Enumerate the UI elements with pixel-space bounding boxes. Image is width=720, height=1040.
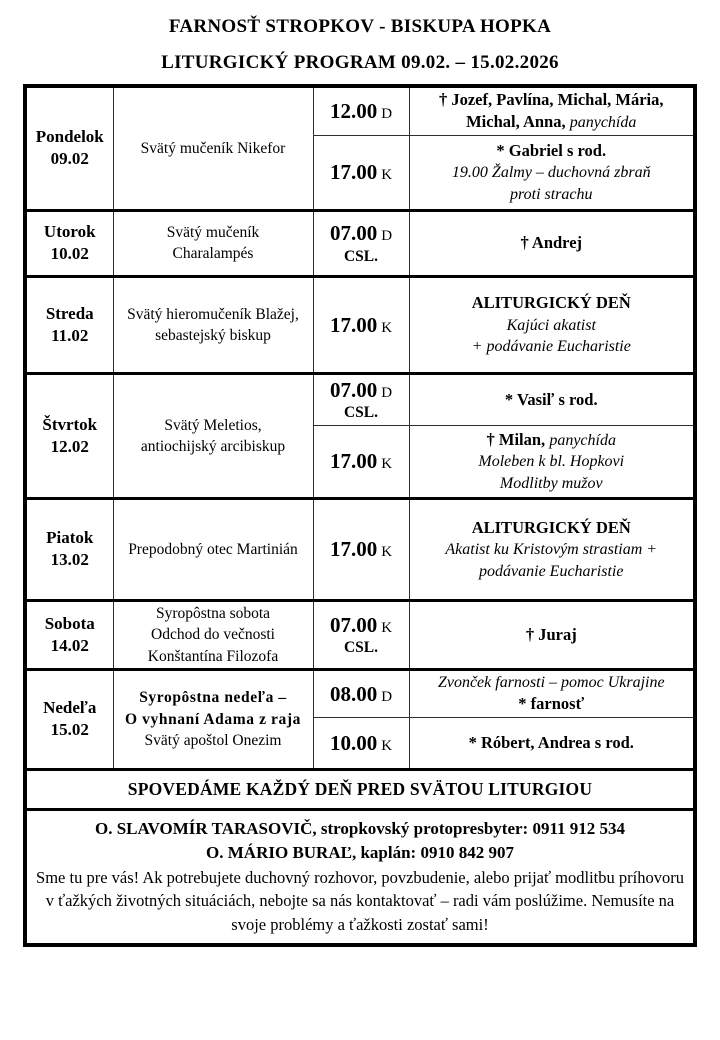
time-cell <box>313 135 409 210</box>
saint-line: Prepodobný otec Martinián <box>128 540 298 558</box>
program-subrow <box>25 670 695 718</box>
intention-line <box>414 732 690 754</box>
time-value <box>318 731 405 755</box>
intention-line <box>414 336 690 357</box>
saint-line: sebastejský biskup <box>155 326 271 344</box>
intention-segment: Michal, Anna, <box>466 112 570 132</box>
day-line: 15.02 <box>50 720 89 740</box>
intention-segment: panychída <box>569 114 637 132</box>
time-hour: 17.00 <box>329 312 378 337</box>
intention-line <box>414 473 690 494</box>
intention-cell <box>409 86 695 135</box>
saint-cell <box>113 86 313 210</box>
intention-line <box>414 561 690 582</box>
intention-line <box>414 162 690 183</box>
time-hour: 07.00 <box>329 612 378 637</box>
saint-line: Charalampés <box>172 245 254 263</box>
intention-line <box>414 624 690 646</box>
intention-line <box>414 232 690 254</box>
day-cell <box>25 86 113 210</box>
time-hour: 17.00 <box>329 537 378 562</box>
time-value <box>318 537 405 561</box>
intention-cell <box>409 425 695 498</box>
day-line: Štvrtok <box>42 414 98 434</box>
day-line: Pondelok <box>35 127 104 147</box>
intention-segment: panychída <box>549 431 616 449</box>
day-cell <box>25 600 113 669</box>
footer-rows <box>25 769 695 945</box>
day-line: 13.02 <box>50 550 89 570</box>
time-cell <box>313 425 409 498</box>
day-line: Utorok <box>43 222 96 242</box>
time-cell <box>313 276 409 373</box>
time-suffix: D <box>381 228 393 245</box>
time-value <box>318 221 405 245</box>
intention-line <box>414 517 690 539</box>
program-subrow <box>25 86 695 135</box>
saint-cell <box>113 670 313 770</box>
intention-line <box>414 315 690 336</box>
day-line: 11.02 <box>51 325 89 345</box>
intention-segment: proti strachu <box>509 185 593 203</box>
time-hour: 12.00 <box>329 99 378 124</box>
time-suffix: K <box>381 456 393 473</box>
day-cell <box>25 670 113 770</box>
day-cell <box>25 498 113 600</box>
time-cell <box>313 600 409 669</box>
time-suffix: K <box>381 544 393 561</box>
contact-message: Sme tu pre vás! Ak potrebujete duchovný rozhovor, povzbudenie, alebo prijať modlitbu príhovoru v ťažkých životných situáciách, nebojte sa nás kontaktovať – radi vám poslúžime. Nemusíte na svoje problémy a ťažkosti zostať sami! <box>36 867 684 935</box>
time-cell <box>313 373 409 425</box>
saint-cell <box>113 210 313 276</box>
contact-row <box>25 809 695 945</box>
time-cell <box>313 498 409 600</box>
saint-line: antiochijský arcibiskup <box>140 437 286 455</box>
time-suffix: K <box>381 167 393 184</box>
time-value <box>318 613 405 637</box>
time-hour: 17.00 <box>329 160 378 185</box>
page-title: FARNOSŤ STROPKOV - BISKUPA HOPKA <box>168 16 552 37</box>
saint-cell <box>113 498 313 600</box>
program-subrow <box>25 600 695 669</box>
intention-cell <box>409 276 695 373</box>
time-suffix: D <box>381 384 393 401</box>
time-rite: CSL. <box>343 404 379 422</box>
time-suffix: K <box>381 737 393 754</box>
intention-segment: * Gabriel s rod. <box>496 140 607 160</box>
intention-line <box>414 693 690 715</box>
confession-banner: SPOVEDÁME KAŽDÝ DEŇ PRED SVÄTOU LITURGIOU <box>25 769 695 809</box>
intention-line <box>414 89 690 111</box>
intention-line <box>414 429 690 451</box>
time-cell <box>313 670 409 718</box>
intention-segment: ALITURGICKÝ DEŇ <box>471 517 631 537</box>
time-value <box>318 449 405 473</box>
program-subrow <box>25 210 695 276</box>
page-subtitle: LITURGICKÝ PROGRAM 09.02. – 15.02.2026 <box>161 52 559 73</box>
intention-segment: Zvonček farnosti – pomoc Ukrajine <box>437 674 665 691</box>
intention-segment: Modlitby mužov <box>499 474 603 492</box>
time-suffix: D <box>381 688 393 705</box>
saint-line: Svätý Meletios, <box>164 416 262 434</box>
day-line: Piatok <box>46 528 94 548</box>
time-hour: 10.00 <box>329 730 378 755</box>
day-line: Streda <box>45 303 94 323</box>
intention-line <box>414 672 690 693</box>
intention-cell <box>409 600 695 669</box>
intention-segment: † Jozef, Pavlína, Michal, Mária, <box>438 90 664 109</box>
day-line: 12.02 <box>50 436 89 456</box>
day-cell <box>25 210 113 276</box>
intention-cell <box>409 670 695 718</box>
contact-line-priest-2: O. MÁRIO BURAĽ, kaplán: 0910 842 907 <box>206 842 514 862</box>
saint-cell <box>113 276 313 373</box>
time-value <box>318 99 405 123</box>
intention-line <box>414 389 690 411</box>
program-rows <box>25 86 695 769</box>
time-hour: 08.00 <box>329 681 378 706</box>
time-cell <box>313 717 409 769</box>
intention-segment: Akatist ku Kristovým strastiam + <box>445 541 658 559</box>
intention-line <box>414 451 690 472</box>
intention-segment: 19.00 Žalmy – duchovná zbraň <box>451 164 651 182</box>
intention-segment: † Juraj <box>525 624 577 644</box>
day-line: 09.02 <box>50 149 89 169</box>
saint-line: O vyhnaní Adama z raja <box>125 710 301 728</box>
intention-cell <box>409 498 695 600</box>
day-line: Sobota <box>44 613 95 633</box>
time-suffix: K <box>381 619 393 636</box>
program-subrow <box>25 276 695 373</box>
intention-segment: * farnosť <box>518 694 585 714</box>
intention-segment: Moleben k bl. Hopkovi <box>478 453 625 471</box>
intention-line <box>414 140 690 162</box>
time-value <box>318 313 405 337</box>
saint-line: Svätý hieromučeník Blažej, <box>127 305 299 323</box>
time-cell <box>313 210 409 276</box>
day-cell <box>25 276 113 373</box>
confession-banner-row <box>25 769 695 809</box>
time-value <box>318 160 405 184</box>
time-suffix: K <box>381 319 393 336</box>
day-line: 10.02 <box>50 244 89 264</box>
intention-line <box>414 539 690 560</box>
intention-line <box>414 292 690 314</box>
saint-line: Syropôstna sobota <box>155 604 271 622</box>
intention-cell <box>409 717 695 769</box>
time-rite: CSL. <box>343 639 379 657</box>
intention-segment: * Róbert, Andrea s rod. <box>468 732 634 752</box>
saint-cell <box>113 373 313 498</box>
time-hour: 07.00 <box>329 377 378 402</box>
saint-line: Konštantína Filozofa <box>147 647 279 665</box>
time-rite: CSL. <box>343 247 379 265</box>
saint-line: Svätý mučeník <box>166 224 260 241</box>
intention-line <box>414 111 690 133</box>
liturgical-program-table <box>23 84 697 947</box>
saint-cell <box>113 600 313 669</box>
contact-line-priest-1: O. SLAVOMÍR TARASOVIČ, stropkovský protopresbyter: 0911 912 534 <box>94 818 626 838</box>
intention-segment: Kajúci akatist <box>506 316 596 334</box>
day-cell <box>25 373 113 498</box>
saint-line: Svätý apoštol Onezim <box>144 732 282 750</box>
saint-line: Syropôstna nedeľa – <box>139 689 287 707</box>
program-subrow <box>25 373 695 425</box>
intention-segment: ALITURGICKÝ DEŇ <box>471 293 631 313</box>
intention-cell <box>409 210 695 276</box>
intention-cell <box>409 135 695 210</box>
day-line: Nedeľa <box>43 698 97 718</box>
program-subrow <box>25 498 695 600</box>
intention-segment: + podávanie Eucharistie <box>471 338 631 356</box>
intention-cell <box>409 373 695 425</box>
time-value <box>318 682 405 706</box>
intention-segment: † Milan, <box>486 429 550 449</box>
intention-segment: podávanie Eucharistie <box>479 562 624 580</box>
saint-line: Odchod do večnosti <box>151 626 275 644</box>
intention-segment: * Vasiľ s rod. <box>504 389 598 409</box>
day-line: 14.02 <box>50 635 89 655</box>
contact-block <box>25 809 695 945</box>
time-hour: 07.00 <box>329 221 378 246</box>
time-value <box>318 378 405 402</box>
intention-line <box>414 184 690 205</box>
time-hour: 17.00 <box>329 449 378 474</box>
time-suffix: D <box>381 106 393 123</box>
saint-line: Svätý mučeník Nikefor <box>140 139 286 157</box>
time-cell <box>313 86 409 135</box>
intention-segment: † Andrej <box>520 233 583 253</box>
